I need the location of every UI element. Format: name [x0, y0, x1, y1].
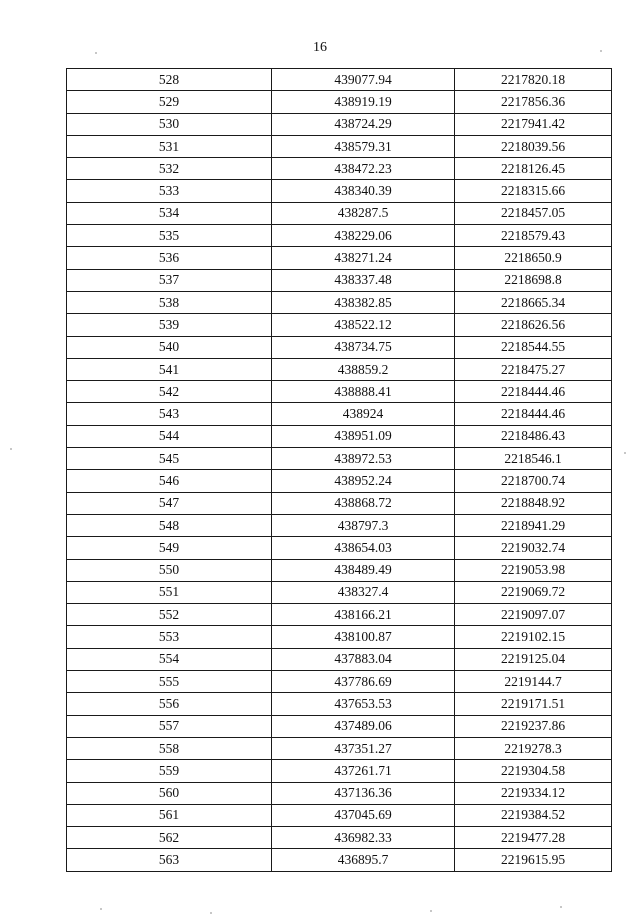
- table-row: [67, 158, 612, 180]
- y-coordinate-cell: 2217856.36: [455, 91, 612, 113]
- point-number-cell: 550: [67, 559, 272, 581]
- point-number-cell: 551: [67, 581, 272, 603]
- coordinate-table: [66, 68, 612, 872]
- table-row: [67, 604, 612, 626]
- y-coordinate-cell: 2218546.1: [455, 448, 612, 470]
- y-coordinate-cell: 2218444.46: [455, 403, 612, 425]
- scan-speck: [210, 912, 212, 914]
- point-number-cell: 549: [67, 537, 272, 559]
- x-coordinate-cell: 437136.36: [272, 782, 455, 804]
- table-row: [67, 537, 612, 559]
- scan-speck: [560, 906, 562, 908]
- x-coordinate-cell: 437883.04: [272, 648, 455, 670]
- point-number-cell: 562: [67, 827, 272, 849]
- table-row: [67, 247, 612, 269]
- point-number-cell: 531: [67, 135, 272, 157]
- y-coordinate-cell: 2218475.27: [455, 358, 612, 380]
- y-coordinate-cell: 2219097.07: [455, 604, 612, 626]
- table-row: [67, 113, 612, 135]
- y-coordinate-cell: 2218698.8: [455, 269, 612, 291]
- point-number-cell: 547: [67, 492, 272, 514]
- table-row: [67, 626, 612, 648]
- point-number-cell: 556: [67, 693, 272, 715]
- table-row: [67, 715, 612, 737]
- x-coordinate-cell: 438859.2: [272, 358, 455, 380]
- point-number-cell: 541: [67, 358, 272, 380]
- x-coordinate-cell: 436895.7: [272, 849, 455, 871]
- x-coordinate-cell: 438229.06: [272, 225, 455, 247]
- point-number-cell: 538: [67, 291, 272, 313]
- point-number-cell: 546: [67, 470, 272, 492]
- x-coordinate-cell: 438382.85: [272, 291, 455, 313]
- point-number-cell: 560: [67, 782, 272, 804]
- x-coordinate-cell: 438734.75: [272, 336, 455, 358]
- y-coordinate-cell: 2219278.3: [455, 737, 612, 759]
- table-row: [67, 514, 612, 536]
- point-number-cell: 552: [67, 604, 272, 626]
- table-row: [67, 760, 612, 782]
- y-coordinate-cell: 2217941.42: [455, 113, 612, 135]
- x-coordinate-cell: 437261.71: [272, 760, 455, 782]
- table-row: [67, 470, 612, 492]
- scan-speck: [100, 908, 102, 910]
- table-row: [67, 135, 612, 157]
- x-coordinate-cell: 438522.12: [272, 314, 455, 336]
- point-number-cell: 554: [67, 648, 272, 670]
- table-row: [67, 827, 612, 849]
- x-coordinate-cell: 437786.69: [272, 671, 455, 693]
- point-number-cell: 529: [67, 91, 272, 113]
- x-coordinate-cell: 438287.5: [272, 202, 455, 224]
- y-coordinate-cell: 2218626.56: [455, 314, 612, 336]
- x-coordinate-cell: 438271.24: [272, 247, 455, 269]
- y-coordinate-cell: 2218544.55: [455, 336, 612, 358]
- point-number-cell: 563: [67, 849, 272, 871]
- table-row: [67, 581, 612, 603]
- point-number-cell: 539: [67, 314, 272, 336]
- point-number-cell: 535: [67, 225, 272, 247]
- x-coordinate-cell: 438868.72: [272, 492, 455, 514]
- table-row: [67, 693, 612, 715]
- y-coordinate-cell: 2218700.74: [455, 470, 612, 492]
- point-number-cell: 543: [67, 403, 272, 425]
- table-row: [67, 648, 612, 670]
- point-number-cell: 532: [67, 158, 272, 180]
- y-coordinate-cell: 2219125.04: [455, 648, 612, 670]
- table-row: [67, 448, 612, 470]
- y-coordinate-cell: 2218126.45: [455, 158, 612, 180]
- scan-speck: [10, 448, 12, 450]
- x-coordinate-cell: 438472.23: [272, 158, 455, 180]
- table-row: [67, 69, 612, 91]
- x-coordinate-cell: 438919.19: [272, 91, 455, 113]
- x-coordinate-cell: 438924: [272, 403, 455, 425]
- y-coordinate-cell: 2219615.95: [455, 849, 612, 871]
- y-coordinate-cell: 2218486.43: [455, 425, 612, 447]
- point-number-cell: 553: [67, 626, 272, 648]
- point-number-cell: 536: [67, 247, 272, 269]
- x-coordinate-cell: 439077.94: [272, 69, 455, 91]
- x-coordinate-cell: 438579.31: [272, 135, 455, 157]
- coordinate-table-container: [66, 68, 611, 872]
- y-coordinate-cell: 2218579.43: [455, 225, 612, 247]
- y-coordinate-cell: 2219334.12: [455, 782, 612, 804]
- y-coordinate-cell: 2218665.34: [455, 291, 612, 313]
- point-number-cell: 537: [67, 269, 272, 291]
- table-row: [67, 225, 612, 247]
- point-number-cell: 542: [67, 381, 272, 403]
- y-coordinate-cell: 2218039.56: [455, 135, 612, 157]
- table-row: [67, 381, 612, 403]
- point-number-cell: 548: [67, 514, 272, 536]
- scan-speck: [600, 50, 602, 52]
- table-row: [67, 202, 612, 224]
- x-coordinate-cell: 438972.53: [272, 448, 455, 470]
- x-coordinate-cell: 438724.29: [272, 113, 455, 135]
- x-coordinate-cell: 438797.3: [272, 514, 455, 536]
- table-row: [67, 358, 612, 380]
- table-row: [67, 849, 612, 871]
- x-coordinate-cell: 438340.39: [272, 180, 455, 202]
- x-coordinate-cell: 437653.53: [272, 693, 455, 715]
- x-coordinate-cell: 438327.4: [272, 581, 455, 603]
- y-coordinate-cell: 2219102.15: [455, 626, 612, 648]
- point-number-cell: 544: [67, 425, 272, 447]
- y-coordinate-cell: 2219053.98: [455, 559, 612, 581]
- y-coordinate-cell: 2218444.46: [455, 381, 612, 403]
- point-number-cell: 540: [67, 336, 272, 358]
- table-row: [67, 671, 612, 693]
- y-coordinate-cell: 2219477.28: [455, 827, 612, 849]
- table-row: [67, 492, 612, 514]
- point-number-cell: 555: [67, 671, 272, 693]
- y-coordinate-cell: 2218650.9: [455, 247, 612, 269]
- table-row: [67, 737, 612, 759]
- table-row: [67, 91, 612, 113]
- point-number-cell: 533: [67, 180, 272, 202]
- x-coordinate-cell: 437045.69: [272, 804, 455, 826]
- point-number-cell: 557: [67, 715, 272, 737]
- table-row: [67, 782, 612, 804]
- x-coordinate-cell: 438654.03: [272, 537, 455, 559]
- y-coordinate-cell: 2218848.92: [455, 492, 612, 514]
- point-number-cell: 558: [67, 737, 272, 759]
- table-row: [67, 180, 612, 202]
- y-coordinate-cell: 2219069.72: [455, 581, 612, 603]
- scan-speck: [624, 452, 626, 454]
- x-coordinate-cell: 437489.06: [272, 715, 455, 737]
- scan-speck: [430, 910, 432, 912]
- y-coordinate-cell: 2218457.05: [455, 202, 612, 224]
- table-row: [67, 403, 612, 425]
- x-coordinate-cell: 437351.27: [272, 737, 455, 759]
- y-coordinate-cell: 2217820.18: [455, 69, 612, 91]
- table-row: [67, 269, 612, 291]
- y-coordinate-cell: 2219144.7: [455, 671, 612, 693]
- y-coordinate-cell: 2219237.86: [455, 715, 612, 737]
- x-coordinate-cell: 438337.48: [272, 269, 455, 291]
- table-row: [67, 804, 612, 826]
- table-row: [67, 314, 612, 336]
- x-coordinate-cell: 436982.33: [272, 827, 455, 849]
- point-number-cell: 530: [67, 113, 272, 135]
- point-number-cell: 559: [67, 760, 272, 782]
- y-coordinate-cell: 2219032.74: [455, 537, 612, 559]
- coordinate-table-body: [67, 69, 612, 872]
- y-coordinate-cell: 2219171.51: [455, 693, 612, 715]
- x-coordinate-cell: 438489.49: [272, 559, 455, 581]
- y-coordinate-cell: 2218315.66: [455, 180, 612, 202]
- x-coordinate-cell: 438951.09: [272, 425, 455, 447]
- x-coordinate-cell: 438100.87: [272, 626, 455, 648]
- y-coordinate-cell: 2219384.52: [455, 804, 612, 826]
- table-row: [67, 559, 612, 581]
- x-coordinate-cell: 438888.41: [272, 381, 455, 403]
- page-number: 16: [313, 40, 327, 55]
- scan-speck: [95, 52, 97, 54]
- y-coordinate-cell: 2219304.58: [455, 760, 612, 782]
- table-row: [67, 425, 612, 447]
- x-coordinate-cell: 438166.21: [272, 604, 455, 626]
- point-number-cell: 545: [67, 448, 272, 470]
- table-row: [67, 291, 612, 313]
- y-coordinate-cell: 2218941.29: [455, 514, 612, 536]
- point-number-cell: 561: [67, 804, 272, 826]
- x-coordinate-cell: 438952.24: [272, 470, 455, 492]
- point-number-cell: 534: [67, 202, 272, 224]
- point-number-cell: 528: [67, 69, 272, 91]
- table-row: [67, 336, 612, 358]
